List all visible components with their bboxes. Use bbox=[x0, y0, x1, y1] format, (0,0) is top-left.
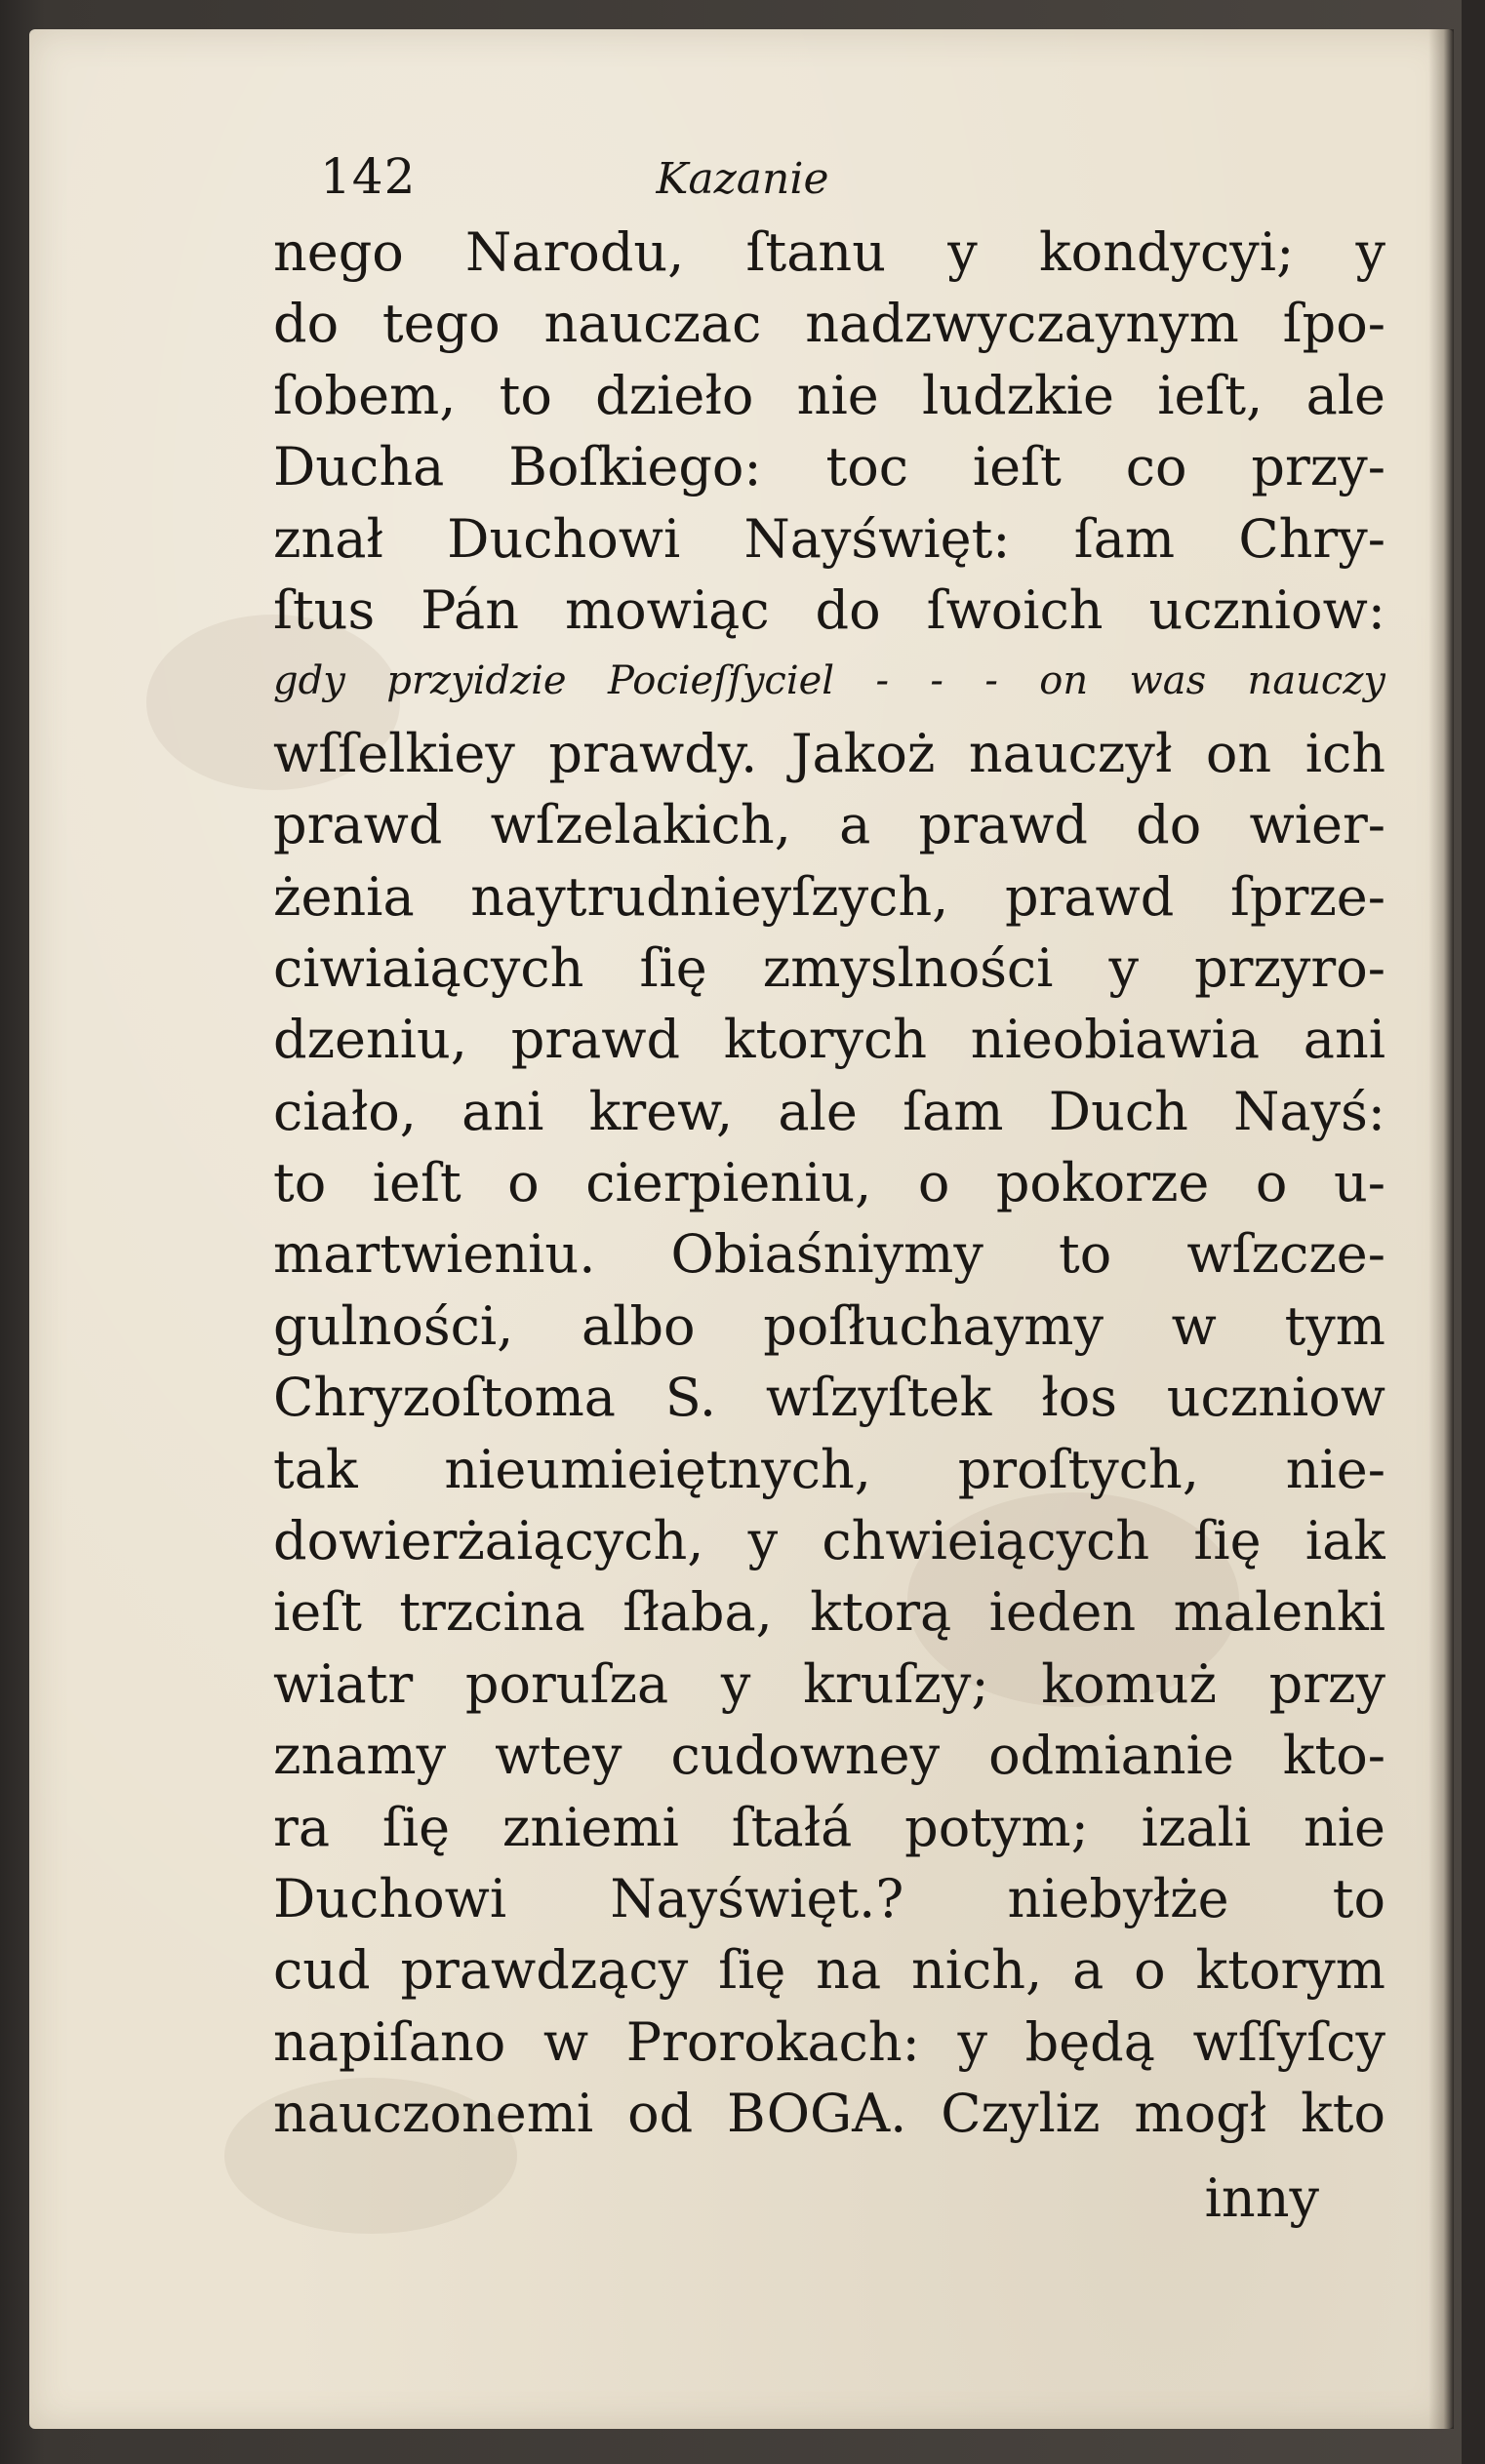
text-line: nego Narodu, ſtanu y kondycyi; y bbox=[273, 221, 1385, 283]
text-line: Duchowi Nayświęt.? niebyłże to bbox=[273, 1867, 1385, 1929]
text-line: wiatr poruſza y kruſzy; komuż przy bbox=[273, 1652, 1385, 1715]
text-line: ſobem, to dzieło nie ludzkie ieſt, ale bbox=[273, 364, 1385, 426]
text-line: Ducha Boſkiego: toc ieſt co przy- bbox=[273, 436, 1385, 498]
text-line: ra ſię zniemi ſtałá potym; izali nie bbox=[273, 1796, 1385, 1858]
text-line: ieſt trzcina ſłaba, ktorą ieden malenki bbox=[273, 1581, 1385, 1644]
text-line: żenia naytrudnieyſzych, prawd ſprze- bbox=[273, 865, 1385, 928]
text-line: ſtus Pán mowiąc do ſwoich uczniow: bbox=[273, 578, 1385, 641]
text-line: martwieniu. Obiaśniymy to wſzcze- bbox=[273, 1223, 1385, 1286]
text-line: do tego nauczac nadzwyczaynym ſpo- bbox=[273, 293, 1385, 355]
text-line: nauczonemi od BOGA. Czyliz mogł kto bbox=[273, 2083, 1385, 2145]
text-line: ciwiaiących ſię zmyslności y przyro- bbox=[273, 936, 1385, 999]
text-line: dowierżaiących, y chwieiących ſię iak bbox=[273, 1510, 1385, 1572]
text-line: tak nieumieiętnych, proſtych, nie- bbox=[273, 1438, 1385, 1500]
text-line: Chryzoſtoma S. wſzyſtek łos uczniow bbox=[273, 1367, 1385, 1429]
text-line: napiſano w Prorokach: y będą wſſyſcy bbox=[273, 2010, 1385, 2073]
text-line: gulności, albo poſłuchaymy w tym bbox=[273, 1294, 1385, 1357]
text-line: dzeniu, prawd ktorych nieobiawia ani bbox=[273, 1009, 1385, 1071]
text-line: cud prawdzący ſię na nich, a o ktorym bbox=[273, 1939, 1385, 2002]
page-edge-shadow bbox=[1428, 29, 1454, 2429]
text-line: znamy wtey cudowney odmianie kto- bbox=[273, 1725, 1385, 1787]
text-line: gdy przyidzie Pocieſſyciel - - - on was nauczy bbox=[273, 658, 1385, 704]
catchword: inny bbox=[1204, 2167, 1319, 2229]
body-text bbox=[273, 217, 1385, 2150]
text-line: to ieſt o cierpieniu, o pokorze o u- bbox=[273, 1152, 1385, 1214]
running-head: Kazanie bbox=[656, 154, 829, 204]
text-line: ciało, ani krew, ale ſam Duch Nayś: bbox=[273, 1080, 1385, 1142]
page-number: 142 bbox=[320, 148, 417, 205]
text-line: znał Duchowi Nayświęt: ſam Chry- bbox=[273, 507, 1385, 570]
book-spine bbox=[1462, 0, 1485, 2464]
text-line: prawd wſzelakich, a prawd do wier- bbox=[273, 794, 1385, 856]
text-line: wſſelkiey prawdy. Jakoż nauczył on ich bbox=[273, 722, 1385, 784]
